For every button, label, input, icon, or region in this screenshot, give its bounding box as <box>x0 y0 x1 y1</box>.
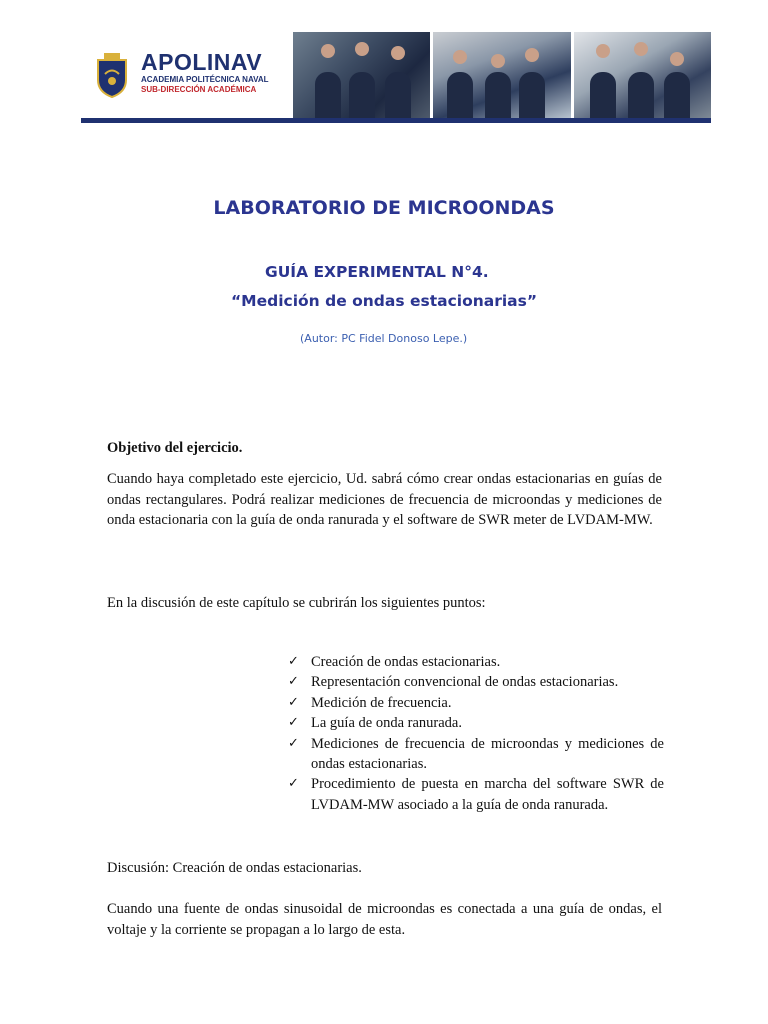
points-intro: En la discusión de este capítulo se cubrirán los siguientes puntos: <box>107 595 486 611</box>
guide-title: “Medición de ondas estacionarias” <box>231 292 538 310</box>
discussion-heading: Discusión: Creación de ondas estacionarias. <box>107 860 362 876</box>
checkmark-icon: ✓ <box>288 715 299 731</box>
naval-crest-icon <box>95 52 129 98</box>
brand-subtitle: ACADEMIA POLITÉCNICA NAVAL <box>141 75 269 84</box>
list-item: ✓ Representación convencional de ondas estacionarias. <box>288 672 664 692</box>
list-item: ✓ Creación de ondas estacionarias. <box>288 652 664 672</box>
brand-department: SUB-DIRECCIÓN ACADÉMICA <box>141 85 257 94</box>
list-item: ✓ Medición de frecuencia. <box>288 693 664 713</box>
header-photos <box>293 32 711 118</box>
checkmark-icon: ✓ <box>288 694 299 710</box>
checkmark-icon: ✓ <box>288 674 299 690</box>
objective-heading: Objetivo del ejercicio. <box>107 440 243 456</box>
brand-name: APOLINAV <box>141 49 263 75</box>
list-item: ✓ La guía de onda ranurada. <box>288 713 664 733</box>
checkmark-icon: ✓ <box>288 654 299 669</box>
discussion-paragraph: Cuando una fuente de ondas sinusoidal de microondas es conectada a una guía de ondas, el voltaje y la corriente se propagan a lo largo de esta. <box>107 901 662 938</box>
header-rule <box>81 118 711 123</box>
header-banner <box>81 32 711 118</box>
list-item: ✓ Procedimiento de puesta en marcha del software SWR de LVDAM-MW asociado a la guía de onda ranurada. <box>288 776 664 813</box>
header-photo <box>433 32 570 118</box>
checkmark-icon: ✓ <box>288 735 299 751</box>
document-title: LABORATORIO DE MICROONDAS <box>213 197 555 219</box>
objective-paragraph: Cuando haya completado este ejercicio, Ud. sabrá cómo crear ondas estacionarias en guías de ondas rectangulares. Podrá realizar mediciones de frecuencia de microondas y mediciones de onda estacionaria con la guía de onda ranurada y el software de SWR meter de LVDAM-MW. <box>107 471 662 528</box>
list-item: ✓ Mediciones de frecuencia de microondas y mediciones de ondas estacionarias. <box>288 735 664 773</box>
header-photo <box>574 32 711 118</box>
checkmark-icon: ✓ <box>288 776 299 792</box>
topics-list <box>288 652 664 815</box>
header-photo <box>293 32 430 118</box>
author-line: (Autor: PC Fidel Donoso Lepe.) <box>300 332 468 345</box>
guide-number: GUÍA EXPERIMENTAL N°4. <box>265 263 489 281</box>
